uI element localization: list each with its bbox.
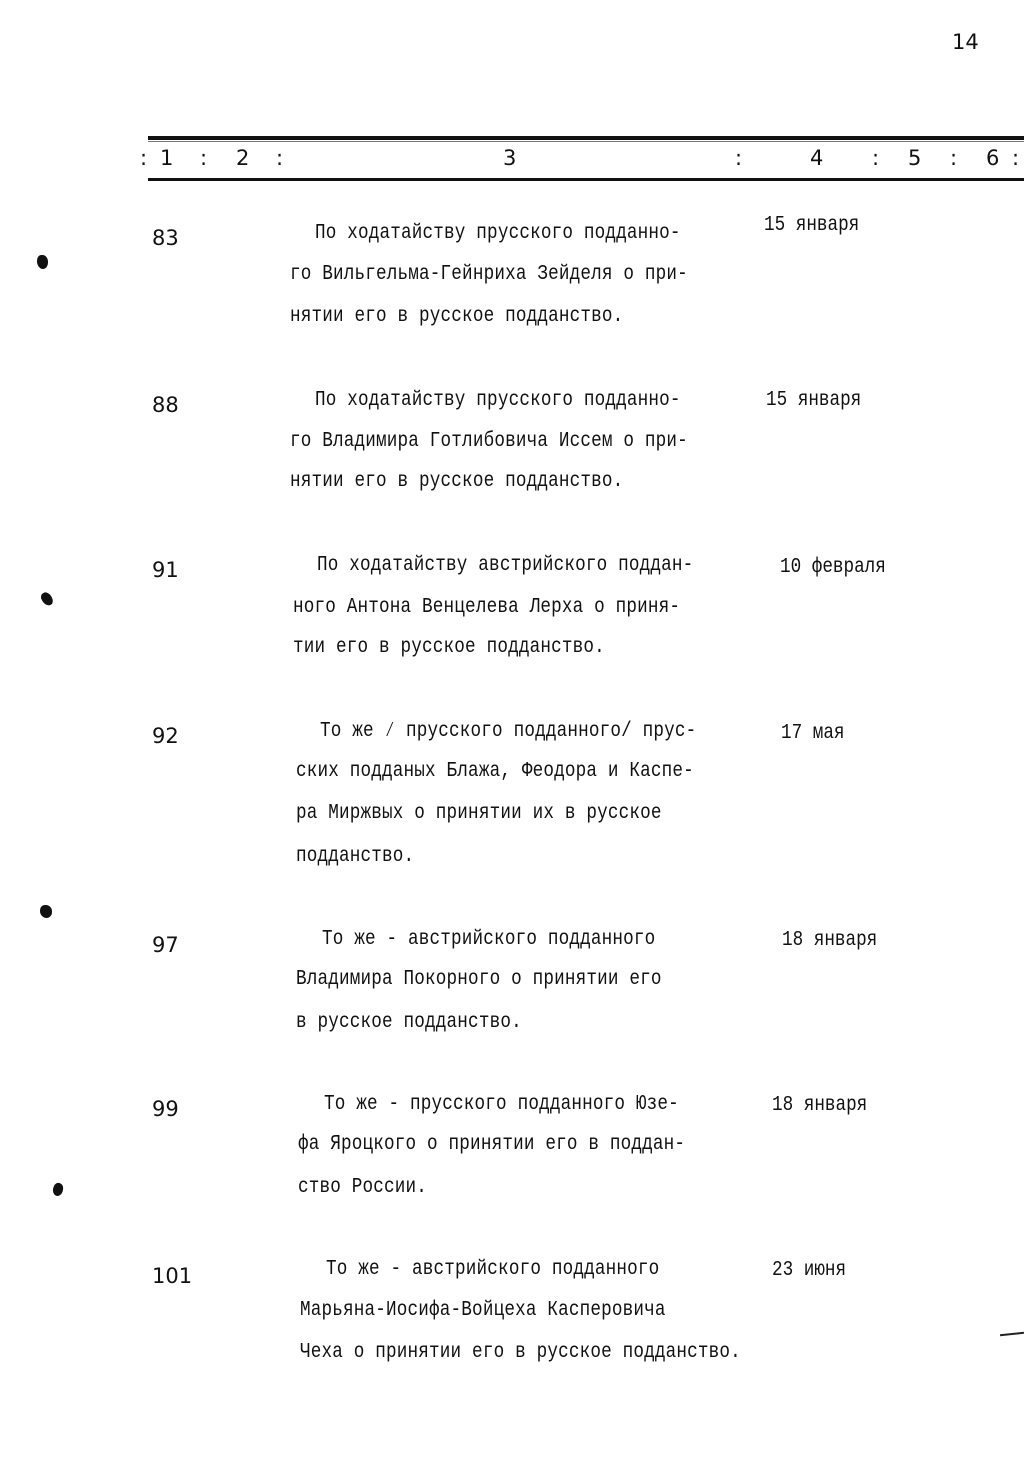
entry-description-line: То же - австрийского подданного xyxy=(326,1258,660,1281)
entry-description-line: фа Яроцкого о принятии его в поддан- xyxy=(298,1133,686,1156)
entry-description-line: в русское подданство. xyxy=(296,1011,522,1034)
punch-hole-mark xyxy=(40,905,52,918)
entry-number: 91 xyxy=(152,558,179,582)
entry-description-line: Владимира Покорного о принятии его xyxy=(296,968,662,991)
punch-hole-mark xyxy=(51,1182,65,1198)
entry-date: 18 января xyxy=(772,1094,868,1117)
entry-number: 101 xyxy=(152,1264,193,1288)
entry-date: 23 июня xyxy=(772,1259,847,1282)
header-rule-top-thin xyxy=(148,141,1024,142)
entry-description-line: То же ⁄ прусского подданного/ прус- xyxy=(320,720,697,743)
entry-description-line: Чеха о принятии его в русское подданство. xyxy=(300,1341,741,1364)
entry-number: 83 xyxy=(152,226,179,250)
column-header-3: 3 xyxy=(503,146,517,170)
entry-description-line: нятии его в русское подданство. xyxy=(290,305,624,328)
entry-description-line: го Владимира Готлибовича Иссем о при- xyxy=(290,430,688,453)
page-number: 14 xyxy=(952,30,979,54)
punch-hole-mark xyxy=(37,255,48,269)
entry-date: 18 января xyxy=(782,929,878,952)
entry-number: 92 xyxy=(152,724,179,748)
entry-date: 15 января xyxy=(766,389,862,412)
entry-description-line: подданство. xyxy=(296,845,415,868)
header-rule-top xyxy=(148,136,1024,140)
entry-date: 15 января xyxy=(764,214,860,237)
column-header-6: 6 xyxy=(986,146,1000,170)
entry-description-line: По ходатайству прусского подданно- xyxy=(315,222,681,245)
column-header-1: 1 xyxy=(160,146,174,170)
column-header-2: 2 xyxy=(236,146,250,170)
margin-mark xyxy=(1000,1332,1024,1336)
entry-description-line: тии его в русское подданство. xyxy=(293,636,605,659)
entry-number: 99 xyxy=(152,1097,179,1121)
entry-description-line: По ходатайству австрийского поддан- xyxy=(317,554,694,577)
entry-description-line: нятии его в русское подданство. xyxy=(290,470,624,493)
punch-hole-mark xyxy=(39,590,55,607)
entry-number: 88 xyxy=(152,393,179,417)
column-separator: : xyxy=(872,146,880,170)
entry-description-line: ство России. xyxy=(298,1176,428,1199)
column-separator: : xyxy=(735,146,743,170)
header-rule-bottom xyxy=(148,178,1024,181)
entry-description-line: ских подданых Блажа, Феодора и Каспе- xyxy=(296,760,694,783)
entry-number: 97 xyxy=(152,933,179,957)
column-separator: : xyxy=(276,146,284,170)
column-separator: : xyxy=(1012,146,1020,170)
entry-description-line: ра Миржвых о принятии их в русское xyxy=(296,802,662,825)
column-separator: : xyxy=(950,146,958,170)
column-header-4: 4 xyxy=(810,146,824,170)
entry-description-line: Марьяна-Иосифа-Войцеха Касперовича xyxy=(300,1299,666,1322)
entry-description-line: По ходатайству прусского подданно- xyxy=(315,389,681,412)
column-separator: : xyxy=(200,146,208,170)
column-separator: : xyxy=(140,146,148,170)
column-header-5: 5 xyxy=(908,146,922,170)
entry-description-line: ного Антона Венцелева Лерха о приня- xyxy=(293,596,681,619)
entry-description-line: го Вильгельма-Гейнриха Зейделя о при- xyxy=(290,263,688,286)
entry-description-line: То же - прусского подданного Юзе- xyxy=(324,1093,679,1116)
entry-date: 17 мая xyxy=(781,722,845,745)
entry-date: 10 февраля xyxy=(780,556,886,579)
entry-description-line: То же - австрийского подданного xyxy=(322,928,656,951)
